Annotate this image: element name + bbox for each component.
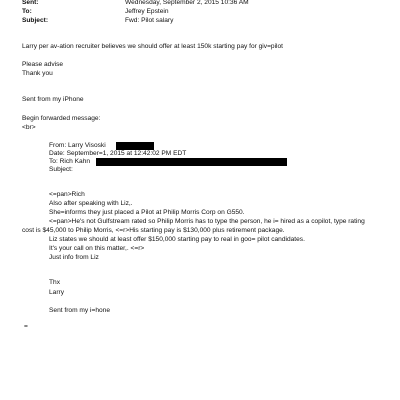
sent-from-iphone: Sent from my iPhone: [22, 96, 84, 103]
redaction-bar: [116, 142, 154, 150]
begin-forwarded: Begin forwarded message:: [22, 115, 101, 122]
fwd-line-4: <=pan>He's not Gulfstream rated so Philip Morris has to type the person, he i= hired as a copilot, type rating: [49, 218, 365, 225]
fwd-thx: Thx: [49, 279, 60, 286]
to-value: Jeffrey Epstein: [125, 8, 169, 15]
sent-label: Sent:: [22, 0, 39, 6]
fwd-line-2: Also after speaking with Liz,.: [49, 200, 133, 207]
body-line-1: Larry per av-ation recruiter believes we should offer at least 150k starting pay for giv=pilot: [22, 43, 284, 50]
please-advise: Please advise: [22, 61, 64, 68]
subject-label: Subject:: [22, 17, 49, 24]
to-label: To:: [22, 8, 32, 15]
fwd-line-5: cost is $45,000 to Philip Morris, <=r>His starting pay is $130,000 plus retirement package.: [22, 227, 285, 234]
fwd-line-1: <=pan>Rich: [49, 191, 85, 198]
fwd-line-7: It's your call on this matter,. <=r>: [49, 245, 145, 252]
fwd-to: To: Rich Kahn: [49, 158, 91, 165]
fwd-sent-from: Sent from my i=hone: [49, 307, 111, 314]
br-tag: <br>: [22, 124, 36, 131]
subject-value: Fwd: Pilot salary: [125, 17, 174, 24]
thank-you: Thank you: [22, 70, 53, 77]
fwd-line-8: Just info from Liz: [49, 254, 99, 261]
fwd-line-6: Liz states we should at least offer $150,000 starting pay to real in goo= pilot candidates.: [49, 236, 305, 243]
fwd-subject: Subject:: [49, 166, 73, 173]
redaction-bar: [96, 158, 287, 166]
fwd-signature: Larry: [49, 289, 65, 296]
fwd-from: From: Larry Visoski: [49, 142, 106, 149]
end-mark: =: [24, 323, 28, 330]
fwd-date: Date: September=1, 2015 at 12:42:02 PM EDT: [49, 150, 187, 157]
fwd-line-3: She=informs they just placed a Pilot at Philip Morris Corp on G550.: [49, 209, 245, 216]
sent-value: Wednesday, September 2, 2015 10:36 AM: [125, 0, 249, 6]
